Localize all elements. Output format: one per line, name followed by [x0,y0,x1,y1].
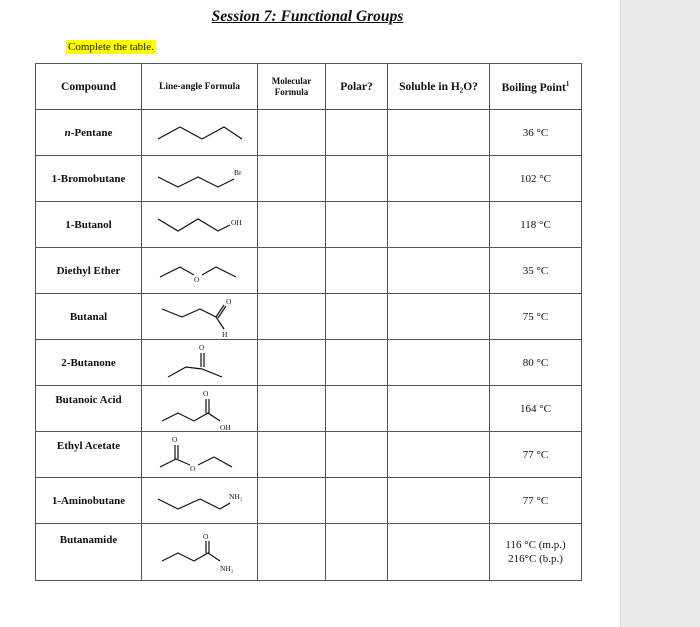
header-molecular-formula [258,64,326,110]
atom-label-2: OH [219,422,231,431]
atom-label: O [202,388,208,398]
line-angle-structure [142,340,258,386]
table-row [36,386,582,432]
polar-cell[interactable] [326,478,388,524]
boiling-point-cell [490,524,582,581]
boiling-point: 216°C (b.p.) [508,553,563,565]
molecular-formula-cell[interactable] [258,248,326,294]
soluble-cell[interactable] [388,202,490,248]
soluble-cell[interactable] [388,156,490,202]
atom-label: O [202,532,208,541]
line-angle-structure [142,202,258,248]
atom-label: O [225,296,231,306]
molecular-formula-cell[interactable] [258,340,326,386]
compound-cell: Ethyl Acetate [36,432,142,478]
line-angle-structure [142,248,258,294]
header-line-angle: Line-angle Formula [142,64,258,110]
header-soluble: Soluble in H₂O? [388,64,490,110]
line-angle-structure [142,432,258,478]
soluble-cell[interactable] [388,524,490,581]
soluble-cell[interactable] [388,340,490,386]
soluble-cell[interactable] [388,248,490,294]
compound-cell: Diethyl Ether [36,248,142,294]
boiling-point-cell: 75 °C [490,294,582,340]
table-row [36,432,582,478]
header-boiling-footnote: 1 [565,79,570,88]
polar-cell[interactable] [326,202,388,248]
line-angle-structure [142,110,258,156]
boiling-point-cell: 35 °C [490,248,582,294]
table-row [36,294,582,340]
header-row [36,64,582,110]
line-angle-structure [142,478,258,524]
line-angle-structure [142,294,258,340]
boiling-point-cell: 77 °C [490,432,582,478]
header-molecular-line1: Molecular [271,75,312,86]
table-row [36,110,582,156]
table-row [36,524,582,581]
table-row [36,156,582,202]
polar-cell[interactable] [326,294,388,340]
table-row [36,478,582,524]
compound-cell: 2-Butanone [36,340,142,386]
functional-groups-table [35,63,582,581]
polar-cell[interactable] [326,110,388,156]
polar-cell[interactable] [326,386,388,432]
line-angle-structure [142,524,258,581]
boiling-point-cell: 80 °C [490,340,582,386]
compound-cell: 1-Butanol [36,202,142,248]
molecular-formula-cell[interactable] [258,294,326,340]
compound-cell [36,110,142,156]
header-boiling-text: Boiling Point [501,81,566,94]
header-boiling-point [490,64,582,110]
polar-cell[interactable] [326,432,388,478]
soluble-cell[interactable] [388,432,490,478]
atom-label-2: O [189,463,195,473]
atom-label: O [198,342,204,352]
header-polar: Polar? [326,64,388,110]
atom-label-2: H [221,329,227,339]
header-molecular-line2: Formula [274,86,309,97]
compound-cell: Butanal [36,294,142,340]
molecular-formula-cell[interactable] [258,202,326,248]
soluble-cell[interactable] [388,386,490,432]
molecular-formula-cell[interactable] [258,110,326,156]
soluble-cell[interactable] [388,294,490,340]
page-title: Session 7: Functional Groups [211,8,404,25]
polar-cell[interactable] [326,524,388,581]
atom-label: NH₂ [228,491,242,501]
table-row [36,202,582,248]
melting-point: 116 °C (m.p.) [505,539,566,551]
compound-name: -Pentane [70,126,113,139]
table-row [36,248,582,294]
boiling-point-cell: 118 °C [490,202,582,248]
molecular-formula-cell[interactable] [258,386,326,432]
line-angle-structure [142,386,258,432]
right-scroll-panel [620,0,700,627]
atom-label: O [171,434,177,444]
compound-cell: Butanoic Acid [36,386,142,432]
compound-prefix: n [64,126,71,139]
table-row [36,340,582,386]
atom-label: Br [233,167,241,177]
instruction-text: Complete the table. [68,41,154,53]
boiling-point-cell: 102 °C [490,156,582,202]
atom-label: O [193,274,199,284]
boiling-point-cell: 36 °C [490,110,582,156]
compound-cell: 1-Bromobutane [36,156,142,202]
atom-label: OH [230,217,242,227]
polar-cell[interactable] [326,248,388,294]
soluble-cell[interactable] [388,478,490,524]
atom-label-2: NH₂ [219,564,233,573]
compound-cell: 1-Aminobutane [36,478,142,524]
soluble-cell[interactable] [388,110,490,156]
molecular-formula-cell[interactable] [258,478,326,524]
polar-cell[interactable] [326,340,388,386]
molecular-formula-cell[interactable] [258,432,326,478]
compound-cell: Butanamide [36,524,142,581]
polar-cell[interactable] [326,156,388,202]
line-angle-structure [142,156,258,202]
header-compound: Compound [36,64,142,110]
molecular-formula-cell[interactable] [258,524,326,581]
boiling-point-cell: 164 °C [490,386,582,432]
molecular-formula-cell[interactable] [258,156,326,202]
boiling-point-cell: 77 °C [490,478,582,524]
